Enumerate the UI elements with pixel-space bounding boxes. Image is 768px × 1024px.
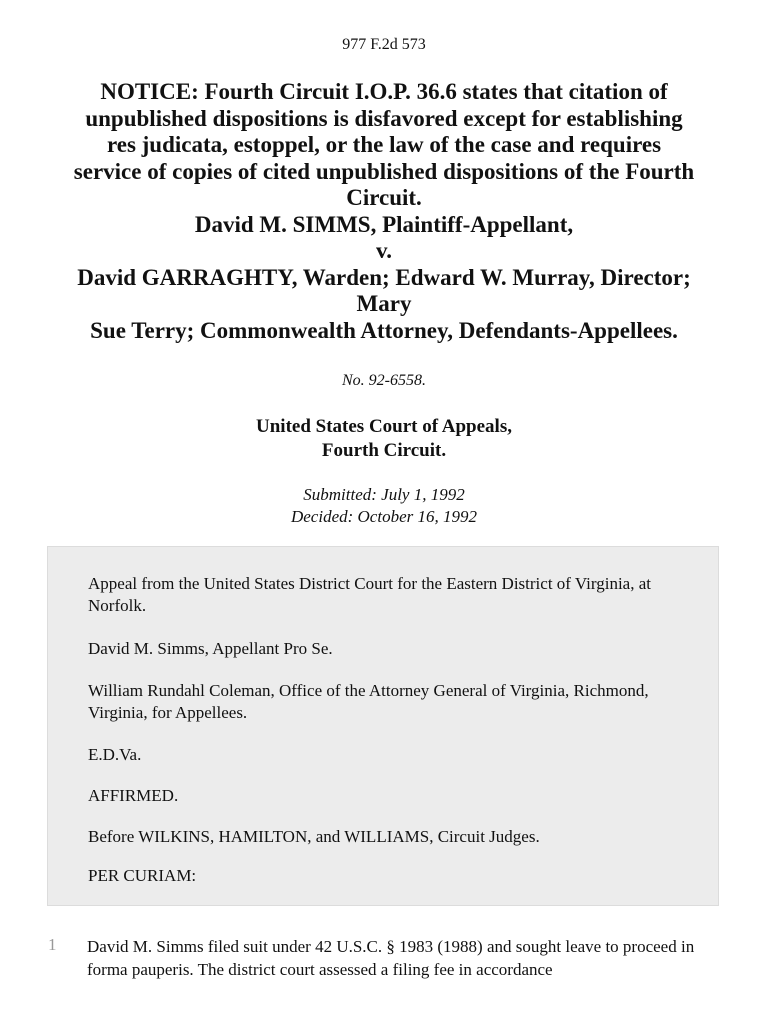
heading-line: service of copies of cited unpublished dispositions of the Fourth [73, 158, 695, 184]
disposition-text: AFFIRMED. [88, 786, 179, 805]
heading-line: Circuit. [346, 185, 422, 210]
appellant-text: David M. Simms, Appellant Pro Se. [88, 639, 333, 658]
heading-line: NOTICE: Fourth Circuit I.O.P. 36.6 states that citation of [100, 79, 668, 104]
heading-line: Sue Terry; Commonwealth Attorney, Defendants-Appellees. [90, 317, 678, 343]
court-name-line: Fourth Circuit. [321, 440, 447, 461]
paragraph-number: 1 [48, 935, 57, 954]
case-dates [0, 484, 768, 528]
decided-date: Decided: October 16, 1992 [290, 507, 477, 526]
heading-line: res judicata, estoppel, or the law of the case and requires [106, 132, 662, 157]
court-name-line: United States Court of Appeals, [256, 416, 512, 437]
case-heading [40, 79, 728, 344]
case-info-box [47, 546, 719, 906]
paragraph-text: David M. Simms filed suit under 42 U.S.C. § 1983 (1988) and sought leave to proceed in forma pauperis. The district court assessed a filing fee in accordance [87, 937, 695, 979]
heading-line: Mary [356, 291, 412, 316]
heading-line: unpublished dispositions is disfavored except for establishing [85, 105, 683, 131]
per-curiam-text: PER CURIAM: [88, 866, 197, 885]
district-text: E.D.Va. [88, 745, 142, 764]
appellees-counsel-text: William Rundahl Coleman, Office of the Attorney General of Virginia, Richmond, Virginia, for Appellees. [88, 681, 649, 722]
judges-text: Before WILKINS, HAMILTON, and WILLIAMS, Circuit Judges. [88, 827, 540, 846]
court-name [0, 415, 768, 463]
heading-line: David GARRAGHTY, Warden; Edward W. Murray, Director; [77, 264, 691, 290]
submitted-date: Submitted: July 1, 1992 [303, 485, 465, 504]
docket-number: No. 92-6558. [342, 372, 426, 389]
heading-line: David M. SIMMS, Plaintiff-Appellant, [194, 211, 574, 237]
heading-line: v. [376, 238, 392, 263]
appeal-from-text: Appeal from the United States District Court for the Eastern District of Virginia, at Norfolk. [88, 574, 652, 615]
case-citation: 977 F.2d 573 [342, 36, 426, 53]
